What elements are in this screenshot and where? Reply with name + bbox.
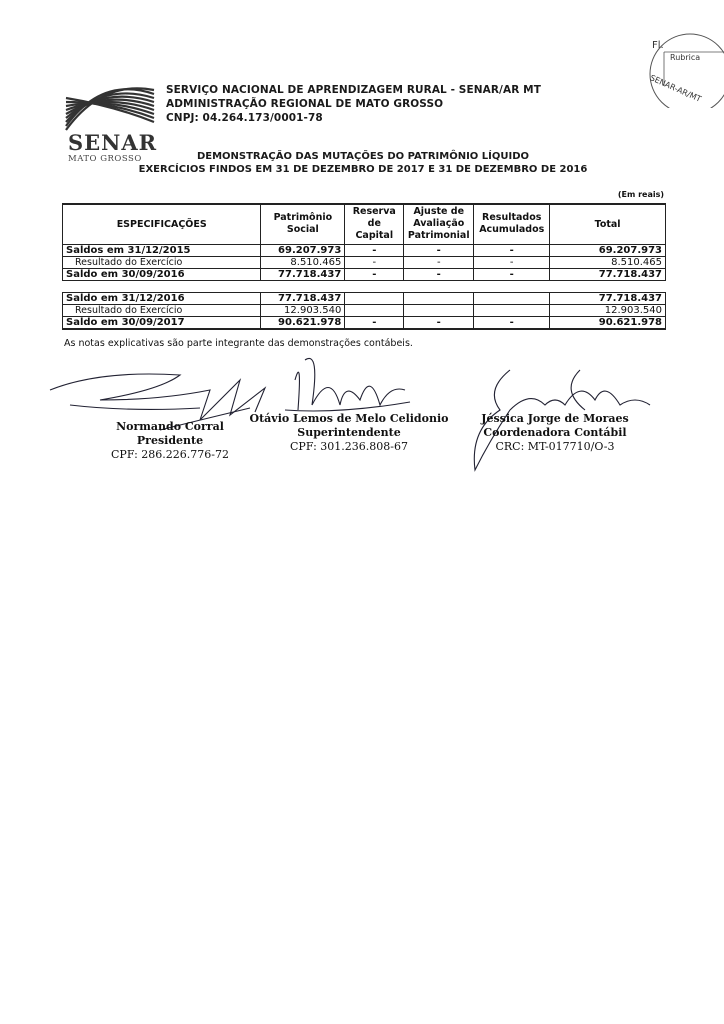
title-line-2: EXERCÍCIOS FINDOS EM 31 DE DEZEMBRO DE 2017 E 31 DE DEZEMBRO DE 2016 xyxy=(138,164,588,175)
header-line-1: SERVIÇO NACIONAL DE APRENDIZAGEM RURAL - SENAR/AR MT xyxy=(166,84,541,96)
signer-name: Jéssica Jorge de Moraes xyxy=(481,412,629,425)
col-res: Reserva de Capital xyxy=(345,204,404,244)
col-aj: Ajuste de Avaliação Patrimonial xyxy=(404,204,474,244)
table-row: Resultado do Exercício 8.510.465 - - - 8.510.465 xyxy=(63,256,666,268)
signer-role: Coordenadora Contábil xyxy=(483,426,627,439)
header-line-3: CNPJ: 04.264.173/0001-78 xyxy=(166,112,323,124)
col-ra: Resultados Acumulados xyxy=(474,204,550,244)
notes-text: As notas explicativas são parte integrante das demonstrações contábeis. xyxy=(64,338,413,349)
equity-table xyxy=(62,203,666,330)
signer-name: Otávio Lemos de Melo Celidonio xyxy=(249,412,449,425)
table-row: Saldo em 30/09/2016 77.718.437 - - - 77.718.437 xyxy=(63,268,666,280)
stamp-rubrica: Rubrica xyxy=(670,53,701,62)
stamp-fl: Fl. xyxy=(652,40,664,51)
logo-name: SENAR xyxy=(68,130,158,155)
signer-name: Normando Corral xyxy=(116,420,224,433)
stamp-arc: SENAR-AR/MT xyxy=(648,73,703,104)
col-spec: ESPECIFICAÇÕES xyxy=(63,204,261,244)
signer-id: CPF: 301.236.808-67 xyxy=(290,440,408,453)
signer-role: Presidente xyxy=(136,434,204,447)
col-patr: Patrimônio Social xyxy=(261,204,345,244)
logo-sub: MATO GROSSO xyxy=(68,154,142,164)
spacer-row xyxy=(63,280,666,292)
senar-logo-icon xyxy=(62,84,158,132)
table-row: Resultado do Exercício 12.903.540 12.903.540 xyxy=(63,304,666,316)
signature-block-1 xyxy=(90,420,250,462)
signer-id: CRC: MT-017710/O-3 xyxy=(495,440,615,453)
header-line-2: ADMINISTRAÇÃO REGIONAL DE MATO GROSSO xyxy=(166,98,444,110)
signer-role: Superintendente xyxy=(297,426,401,439)
col-total: Total xyxy=(550,204,666,244)
table-row: Saldos em 31/12/2015 69.207.973 - - - 69.207.973 xyxy=(63,244,666,256)
table-row: Saldo em 31/12/2016 77.718.437 77.718.437 xyxy=(63,292,666,304)
signature-block-2 xyxy=(246,412,452,454)
table-row: Saldo em 30/09/2017 90.621.978 - - - 90.621.978 xyxy=(63,316,666,329)
units-label: (Em reais) xyxy=(617,190,664,199)
title-line-1: DEMONSTRAÇÃO DAS MUTAÇÕES DO PATRIMÔNIO LÍQUIDO xyxy=(196,151,530,162)
signer-id: CPF: 286.226.776-72 xyxy=(111,448,229,461)
signature-block-3 xyxy=(470,412,640,454)
header-row xyxy=(63,204,666,244)
rubric-stamp xyxy=(640,28,724,108)
